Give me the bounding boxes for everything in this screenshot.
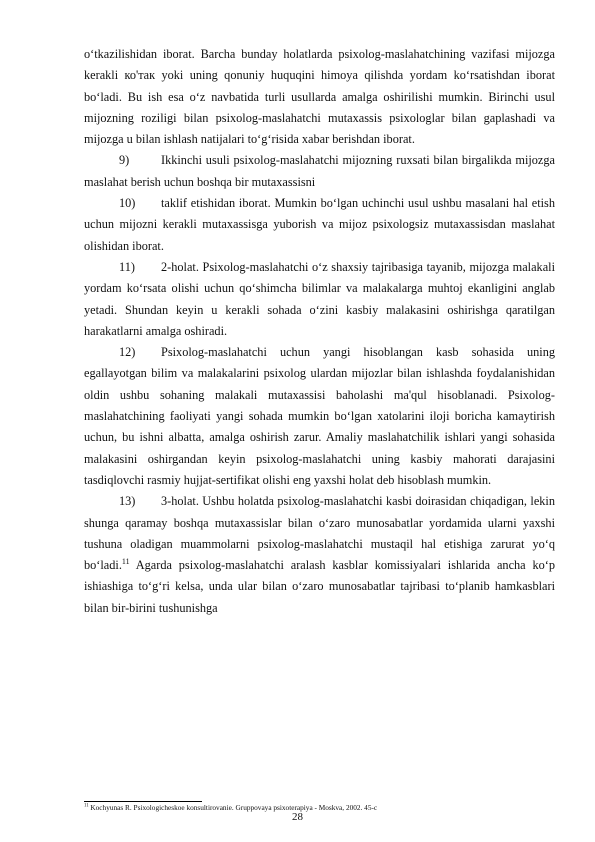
page-body: [84, 44, 555, 619]
item-text: Psixolog-maslahatchi uchun yangi hisoblangan kasb sohasida uning egallayotgan bilim va malakalarini psixolog ulardan mijozlar bilan ishlashda foydalanishidan oldin ushbu sohaning malakali mutaxassisi baholashi ma'qul hisoblanadi. Psixolog-maslahatchining faoliyati yangi sohada mumkin bo‘lgan xatolarini iloji boricha kamaytirish uchun, bu ishni albatta, amalga oshirish zarur. Amaliy maslahatchilik ishlari yangi sohasida malakasini oshirgandan keyin psixolog-maslahatchi uning kasbiy mahorati darajasini tasdiqlovchi rasmiy hujjat-sertifikat olishi eng yaxshi holat deb hisoblash mumkin.: [84, 345, 555, 487]
list-item: [84, 193, 555, 257]
item-number: 11): [119, 259, 135, 274]
item-number: 10): [119, 196, 136, 211]
item-text: 2-holat. Psixolog-maslahatchi o‘z shaxsiy tajribasiga tayanib, mijozga malakali yordam ko‘rsata olishi uchun qo‘shimcha bilimlar va malakalarga muhtoj ekanligini anglab yetadi. Shundan keyin u kerakli sohada o‘zini kasbiy malakasini oshirishga qaratilgan harakatlarni amalga oshiradi.: [84, 259, 555, 338]
list-item: [84, 491, 555, 619]
item-text: Ikkinchi usuli psixolog-maslahatchi mijozning ruxsati bilan birgalikda mijozga maslahat berish uchun boshqa bir mutaxassisni: [84, 153, 555, 189]
intro-paragraph: o‘tkazilishidan iborat. Barcha bunday holatlarda psixolog-maslahatchining vazifasi mijozga kerakli ко'тaк yoki uning qonuniy huquqini himoya qilishda yordam ko‘rsatishdan iborat bo‘ladi. Bu ish esa o‘z navbatida turli usullarda amalga oshirilishi mumkin. Birinchi usul mijozning roziligi bilan psixolog-maslahatchi mutaxassis psixologlar bilan gaplashadi va mijozga u bilan ishlash natijalari to‘g‘risida xabar berishdan iborat.: [84, 47, 555, 147]
item-number: 13): [119, 494, 136, 509]
item-text: taklif etishidan iborat. Mumkin bo‘lgan uchinchi usul ushbu masalani hal etish uchun mijozni kerakli mutaxassisga yuborish va mijoz psixologsiz mutaxassisdan maslahat olishidan iborat.: [84, 196, 555, 253]
footnote-reference[interactable]: 11: [121, 557, 130, 567]
footnote-text: Kochyunas R. Psixologicheskoe konsultirovanie. Gruppovaya psixoterapiya - Moskva, 2002. 45-c: [88, 803, 378, 812]
footnote-divider: [84, 801, 202, 802]
item-number: 9): [119, 153, 130, 168]
page-number: 28: [292, 811, 303, 823]
list-item: [84, 150, 555, 193]
list-item: [84, 342, 555, 491]
item-text: 3-holat. Ushbu holatda psixolog-maslahatchi kasbi doirasidan chiqadigan, lekin shunga qaramay boshqa mutaxassislar bilan o‘zaro munosabatlar yordamida ularni yaxshi tushuna oladigan muammolarni psixolog-maslahatchi mustaqil hal etishiga zarurat yo‘q bo‘ladi.: [84, 494, 555, 573]
item-number: 12): [119, 345, 136, 360]
list-item: [84, 257, 555, 342]
item-text-continued: Agarda psixolog-maslahatchi aralash kasblar komissiyalari ishlarida ancha ko‘p ishiashiga to‘g‘ri kelsa, unda ular bilan o‘zaro munosabatlar tajribasi to‘planib hamkasblari bilan bir-birini tushunishga: [84, 558, 555, 615]
footnote-marker: 11: [84, 803, 89, 809]
